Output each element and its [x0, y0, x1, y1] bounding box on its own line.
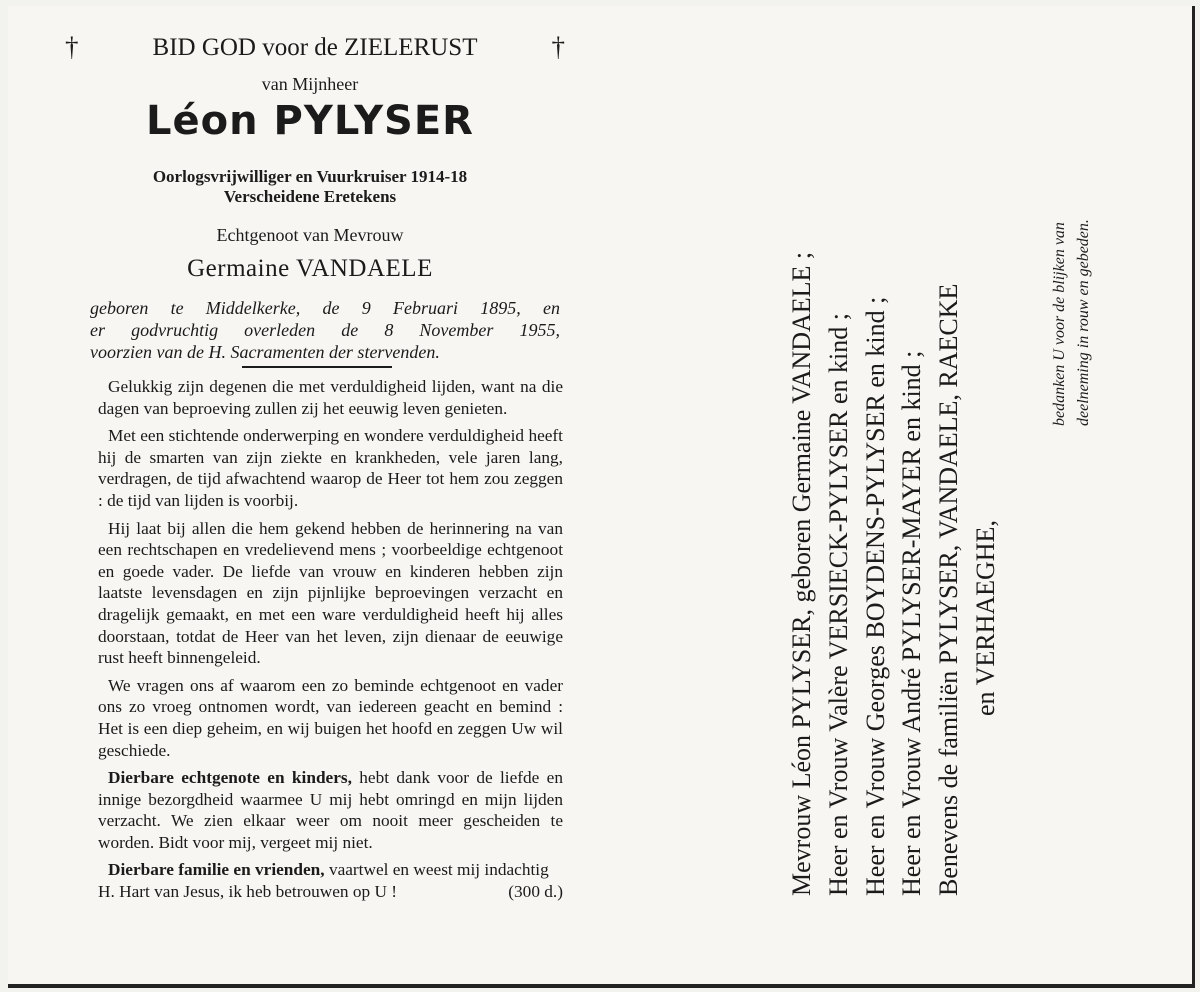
- birth-line: voorzien van de H. Sacramenten der stervenden.: [90, 342, 440, 362]
- spouse-intro: Echtgenoot van Mevrouw: [216, 225, 404, 245]
- thanks-line: deelneming in rouw en gebeden.: [1075, 219, 1092, 426]
- memorial-paragraph: Dierbare echtgenote en kinders, hebt dank voor de liefde en innige bezorgdheid waarmee U mij hebt omringd en mijn lijden verzacht. We zien elkaar weer om nooit meer gescheiden te worden. Bidt voor mij, vergeet mij niet.: [98, 768, 563, 852]
- memorial-card: [8, 6, 1195, 988]
- family-line: Benevens de familiën PYLYSER, VANDAELE, RAECKE: [934, 283, 964, 896]
- header-text: BID GOD voor de ZIELERUST: [152, 33, 478, 61]
- deceased-titles: [20, 167, 600, 207]
- family-line: Heer en Vrouw Georges BOYDENS-PYLYSER en kind ;: [860, 296, 890, 896]
- memorial-paragraph: Met een stichtende onderwerping en wondere verduldigheid heeft hij de smarten van zijn ziekte en krankheden, vele jaren lang, verdragen, de tijd afwachtend waarop de Heer tot hem zou zeggen : de tijd van lijden is voorbij.: [98, 426, 563, 510]
- family-line: en VERHAEGHE,: [970, 520, 1000, 716]
- thanks-note: [1048, 66, 1200, 426]
- birth-line: geboren te Middelkerke, de 9 Februari 1895, en: [90, 298, 560, 318]
- prayer-header: [65, 32, 565, 63]
- intro-text: van Mijnheer: [261, 74, 359, 94]
- memorial-paragraph: We vragen ons af waarom een zo beminde echtgenoot en vader ons zo vroeg ontnomen wordt, van iedereen geacht en bemind : Het is een diep geheim, en wij buigen het hoofd en zeggen Uw wil geschiede.: [98, 675, 563, 760]
- birth-line: er godvruchtig overleden de 8 November 1955,: [90, 320, 560, 340]
- family-line: Heer en Vrouw Valère VERSIECK-PYLYSER en kind ;: [823, 313, 853, 896]
- prayer-text: H. Hart van Jesus, ik heb betrouwen op U !: [98, 882, 397, 902]
- indulgence-text: (300 d.): [508, 882, 563, 902]
- birth-death-details: [90, 297, 560, 363]
- memorial-paragraph: Gelukkig zijn degenen die met verduldigheid lijden, want na die dagen van beproeving zullen zij het eeuwig leven genieten.: [98, 377, 563, 418]
- memorial-text: [98, 376, 563, 903]
- title-line: Verscheidene Eretekens: [223, 187, 397, 206]
- farewell-paragraph: Dierbare familie en vrienden, vaartwel en weest mij indachtig: [108, 860, 549, 880]
- divider-line: [242, 366, 392, 368]
- deceased-name: Léon PYLYSER: [146, 98, 474, 144]
- family-line: Heer en Vrouw André PYLYSER-MAYER en kind ;: [897, 350, 927, 896]
- closing-prayer: [98, 881, 563, 903]
- thanks-line: bedanken U voor de blijken van: [1051, 222, 1068, 426]
- memorial-left-page: [20, 6, 600, 984]
- spouse-name: Germaine VANDAELE: [187, 255, 433, 282]
- memorial-paragraph: Hij laat bij allen die hem gekend hebben de herinnering na van een rechtschapen en vredelievend mens ; voorbeeldige echtgenoot en goede vader. De liefde van vrouw en kinderen hebben zijn laatste levensdagen en zijn pijnlijke beproevingen verzacht en dragelijk gemaakt, en met een ware verduldigheid heeft hij alles doorstaan, totdat de Heer van het leven, zijn dienaar de eeuwige rust heeft binnengeleid.: [98, 518, 563, 668]
- family-list: [784, 16, 1000, 896]
- cross-icon: †: [551, 32, 565, 62]
- title-line: Oorlogsvrijwilliger en Vuurkruiser 1914-18: [152, 167, 468, 186]
- family-line: Mevrouw Léon PYLYSER, geboren Germaine VANDAELE ;: [787, 251, 816, 896]
- cross-icon: †: [65, 32, 79, 62]
